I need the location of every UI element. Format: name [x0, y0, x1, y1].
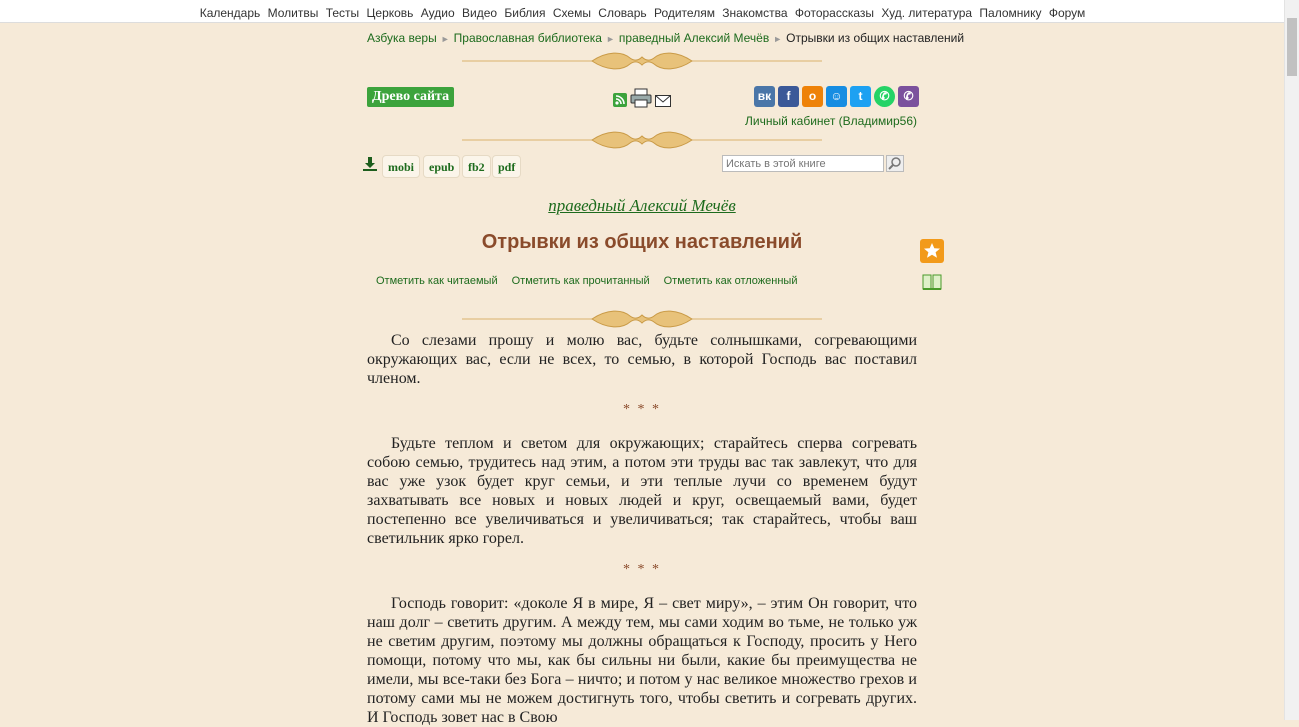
nav-schemes[interactable]: Схемы [552, 6, 591, 20]
top-nav [0, 0, 1285, 23]
moimir-icon[interactable]: ☺ [826, 86, 847, 107]
reading-marks [376, 275, 811, 287]
scrollbar-thumb[interactable] [1287, 18, 1297, 76]
mark-read-link[interactable]: Отметить как прочитанный [511, 275, 650, 287]
nav-audio[interactable]: Аудио [420, 6, 455, 20]
nav-tests[interactable]: Тесты [325, 6, 360, 20]
book-icon[interactable] [922, 273, 942, 291]
favorite-star-icon[interactable] [920, 239, 944, 263]
paragraph: Со слезами прошу и молю вас, будьте солнышками, согревающими окружающих вас, если не всех, то семью, в которой Господь вас поставил членом. [367, 332, 917, 387]
mark-postponed-link[interactable]: Отметить как отложенный [663, 275, 798, 287]
book-search-input[interactable] [722, 155, 884, 172]
nav-video[interactable]: Видео [461, 6, 498, 20]
author-link[interactable]: праведный Алексий Мечёв [548, 196, 736, 215]
nav-bible[interactable]: Библия [504, 6, 546, 20]
breadcrumb-current: Отрывки из общих наставлений [786, 31, 965, 45]
breadcrumb-arrow-icon: ► [440, 34, 450, 44]
section-separator: * * * [623, 562, 661, 577]
breadcrumb-home[interactable]: Азбука веры [367, 31, 437, 45]
scrollbar[interactable] [1284, 0, 1299, 720]
nav-photostories[interactable]: Фоторассказы [794, 6, 875, 20]
mark-reading-link[interactable]: Отметить как читаемый [376, 275, 498, 287]
nav-dictionary[interactable]: Словарь [598, 6, 647, 20]
print-icon[interactable] [630, 88, 652, 108]
viber-icon[interactable]: ✆ [898, 86, 919, 107]
ornament-divider [462, 309, 822, 329]
nav-dating[interactable]: Знакомства [722, 6, 788, 20]
download-mobi-button[interactable]: mobi [382, 155, 420, 178]
article-text [367, 331, 917, 727]
download-icon[interactable] [362, 156, 378, 172]
nav-pilgrim[interactable]: Паломнику [979, 6, 1042, 20]
page-title: Отрывки из общих наставлений [481, 231, 803, 253]
search-button[interactable] [886, 155, 904, 172]
ornament-divider [462, 130, 822, 150]
whatsapp-icon[interactable]: ✆ [874, 86, 895, 107]
site-tree-button[interactable]: Древо сайта [367, 87, 454, 107]
facebook-icon[interactable]: f [778, 86, 799, 107]
download-pdf-button[interactable]: pdf [492, 155, 521, 178]
odnoklassniki-icon[interactable]: о [802, 86, 823, 107]
search-icon [887, 156, 903, 171]
nav-forum[interactable]: Форум [1048, 6, 1086, 20]
nav-fiction[interactable]: Худ. литература [881, 6, 973, 20]
breadcrumb [367, 31, 965, 45]
vk-icon[interactable]: вк [754, 86, 775, 107]
twitter-icon[interactable]: t [850, 86, 871, 107]
breadcrumb-library[interactable]: Православная библиотека [453, 31, 602, 45]
rss-icon[interactable] [613, 93, 627, 107]
section-separator: * * * [623, 402, 661, 417]
paragraph: Будьте теплом и светом для окружающих; старайтесь сперва согревать собою семью, трудитесь над этим, а потом эти труды вас так завлекут, что для вас уже узок будет круг семьи, и эти теплые лучи со временем будут захватывать все новых и новых людей и круг, освещаемый вами, будет постепенно все увеличиваться и увеличиваться; так старайтесь, чтобы ваш светильник ярко горел. [367, 435, 917, 547]
breadcrumb-arrow-icon: ► [773, 34, 783, 44]
breadcrumb-arrow-icon: ► [605, 34, 615, 44]
nav-prayers[interactable]: Молитвы [267, 6, 319, 20]
mail-icon[interactable] [655, 94, 671, 106]
nav-calendar[interactable]: Календарь [199, 6, 261, 20]
personal-cabinet-link[interactable]: Личный кабинет (Владимир56) [745, 114, 917, 128]
nav-parents[interactable]: Родителям [653, 6, 715, 20]
download-epub-button[interactable]: epub [423, 155, 460, 178]
breadcrumb-author[interactable]: праведный Алексий Мечёв [618, 31, 770, 45]
nav-church[interactable]: Церковь [366, 6, 414, 20]
download-fb2-button[interactable]: fb2 [462, 155, 491, 178]
ornament-divider [462, 51, 822, 71]
paragraph: Господь говорит: «доколе Я в мире, Я – свет миру», – этим Он говорит, что наш долг – светить другим. А между тем, мы сами ходим во тьме, не только уж не светим другим, поэтому мы должны обращаться к Господу, просить у Него помощи, потому что мы, как бы сильны ни были, какие бы преимущества не имели, мы все-таки без Бога – ничто; и потом у нас великое множество грехов и потому сами мы не можем достигнуть того, чтобы светить и согревать других. И Господь зовет нас в Свою [367, 595, 917, 726]
